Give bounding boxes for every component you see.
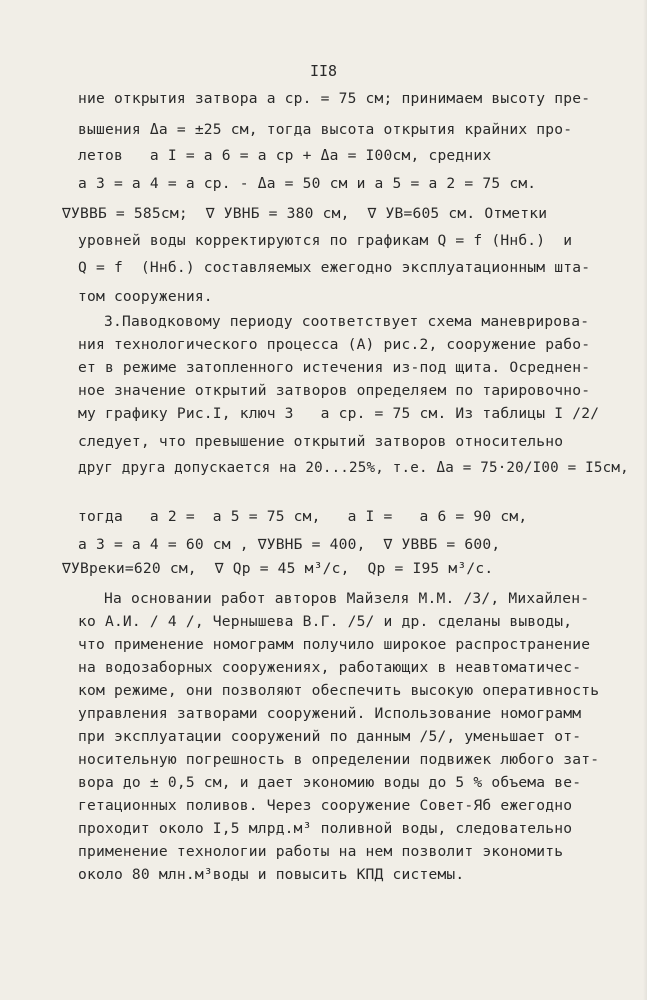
text-line: тогда а 2 = а 5 = 75 см, а I = а 6 = 90 см, <box>78 508 528 525</box>
text-line: ет в режиме затопленного истечения из-под щита. Осреднен- <box>78 359 591 376</box>
text-line: ∇УВВБ = 585см; ∇ УВНБ = 380 см, ∇ УВ=605 см. Отметки <box>62 205 548 222</box>
text-line: друг друга допускается на 20...25%, т.е. Δа = 75·20/I00 = I5см, <box>78 459 629 476</box>
text-line: ком режиме, они позволяют обеспечить высокую оперативность <box>78 682 600 699</box>
text-line: 3.Паводковому периоду соответствует схема маневрирова- <box>104 313 590 330</box>
text-line: носительную погрешность в определении подвижек любого зат- <box>78 751 600 768</box>
page-number: II8 <box>309 62 338 80</box>
text-line: летов а I = а 6 = а ср + Δа = I00см, средних <box>78 147 492 164</box>
text-line: следует, что превышение открытий затворов относительно <box>78 433 564 450</box>
text-line: вора до ± 0,5 см, и дает экономию воды до 5 % объема ве- <box>78 774 582 791</box>
text-line: ∇УВреки=620 см, ∇ Qр = 45 м³/с, Qр = I95 м³/с. <box>62 560 494 577</box>
text-line: а 3 = а 4 = 60 см , ∇УВНБ = 400, ∇ УВВБ = 600, <box>78 536 501 553</box>
text-line: уровней воды корректируются по графикам Q = f (Hнб.) и <box>78 232 573 249</box>
text-line: Q = f (Hнб.) составляемых ежегодно эксплуатационным шта- <box>78 259 591 276</box>
text-line: вышения Δа = ±25 см, тогда высота открытия крайних про- <box>78 121 573 138</box>
text-line: му графику Рис.I, ключ 3 а ср. = 75 см. Из таблицы I /2/ <box>78 405 600 422</box>
text-line: около 80 млн.м³воды и повысить КПД системы. <box>78 866 465 883</box>
text-line: На основании работ авторов Майзеля М.М. /3/, Михайлен- <box>104 590 590 607</box>
text-line: проходит около I,5 млрд.м³ поливной воды, следовательно <box>78 820 573 837</box>
text-line: применение технологии работы на нем позволит экономить <box>78 843 564 860</box>
text-line: ния технологического процесса (А) рис.2, сооружение рабо- <box>78 336 591 353</box>
text-line: а 3 = а 4 = а ср. - Δа = 50 см и а 5 = а 2 = 75 см. <box>78 175 537 192</box>
text-line: управления затворами сооружений. Использование номограмм <box>78 705 582 722</box>
text-line: на водозаборных сооружениях, работающих в неавтоматичес- <box>78 659 582 676</box>
text-line: при эксплуатации сооружений по данным /5/, уменьшает от- <box>78 728 582 745</box>
text-line: гетационных поливов. Через сооружение Совет-Яб ежегодно <box>78 797 573 814</box>
text-line: ное значение открытий затворов определяем по тарировочно- <box>78 382 591 399</box>
text-line: ко А.И. / 4 /, Чернышева В.Г. /5/ и др. сделаны выводы, <box>78 613 573 630</box>
text-line: ние открытия затвора а ср. = 75 см; принимаем высоту пре- <box>78 90 591 107</box>
scan-edge-shadow <box>643 0 647 1000</box>
text-line: том сооружения. <box>78 288 213 305</box>
text-line: что применение номограмм получило широкое распространение <box>78 636 591 653</box>
